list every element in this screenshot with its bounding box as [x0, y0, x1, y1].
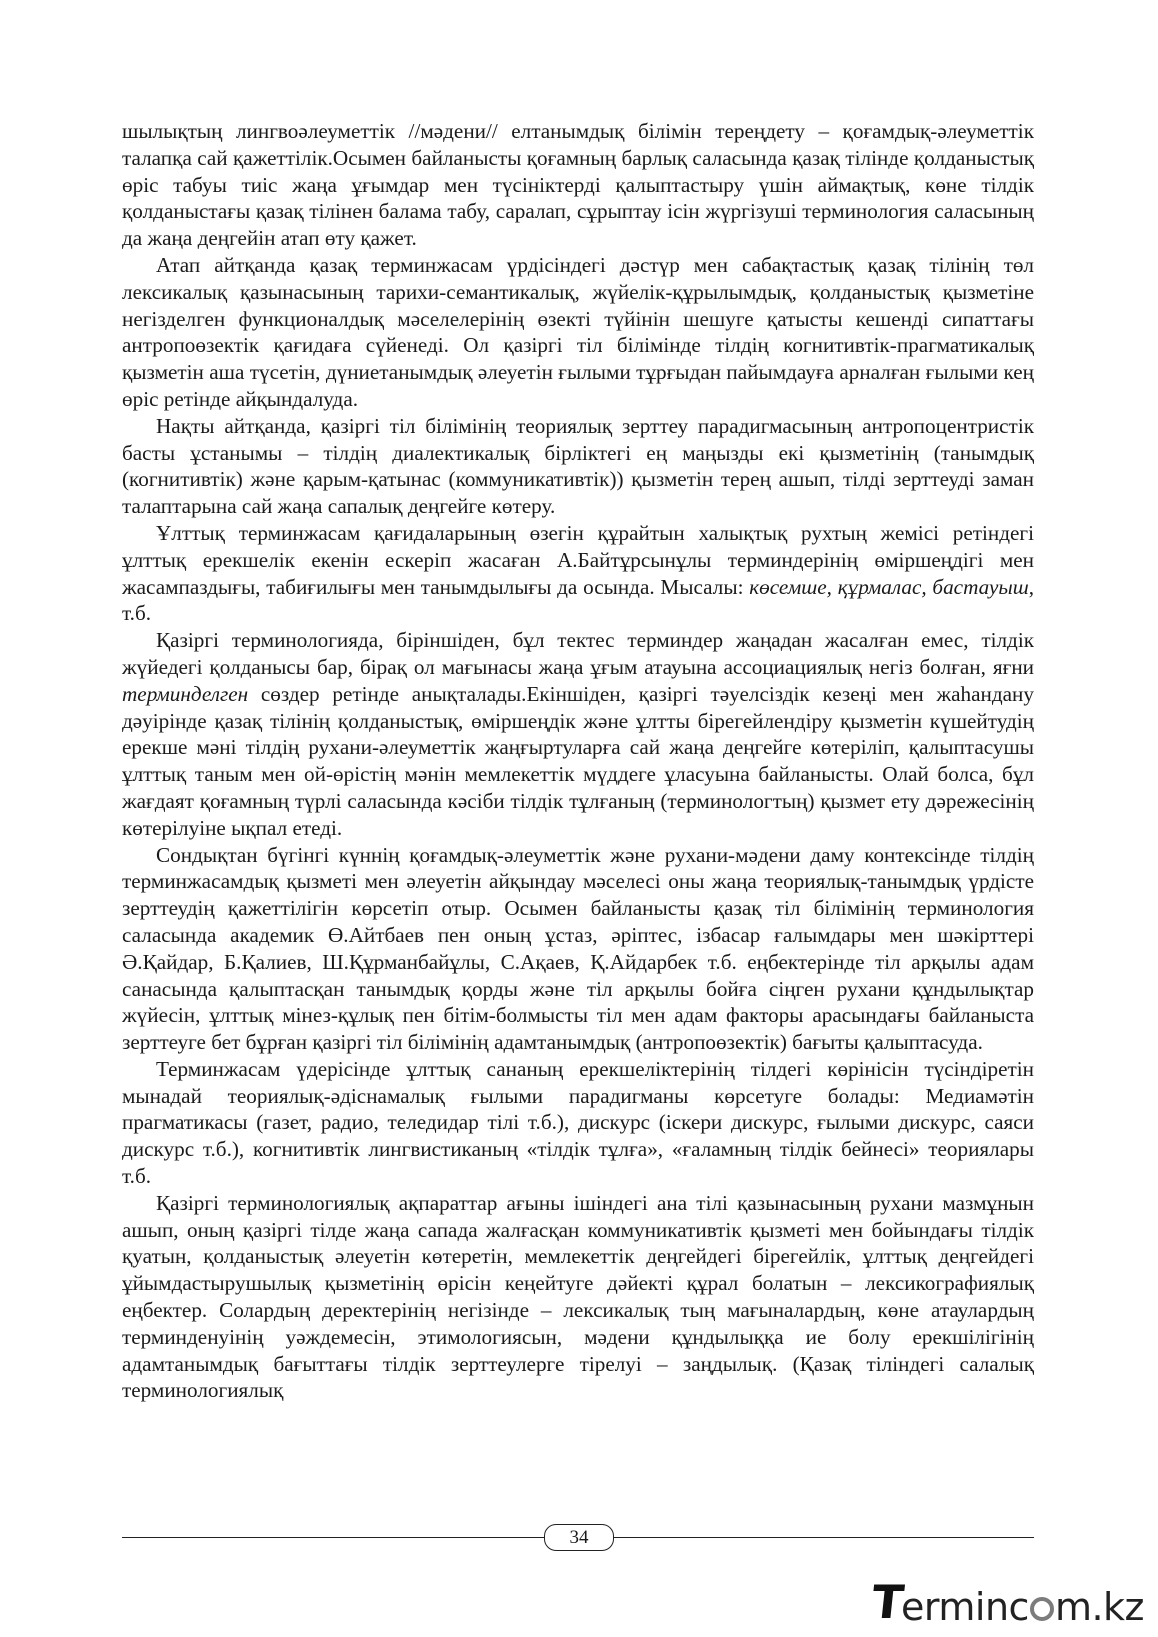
watermark-text-b: m.kz — [1054, 1585, 1144, 1629]
paragraph-1: шылықтың лингвоәлеуметтік //мәдени// елтанымдық білімін тереңдету – қоғамдық-әлеуметтік талапқа сай қажеттілік.Осымен байланысты қоғамның барлық саласында қазақ тілінде қолданыстық өріс табуы тиіс жаңа ұғымдар мен түсініктерді қалыптастыру үшін аймақтық, көне тілдік қолданыстағы қазақ тілінен балама табу, саралап, сұрыптау ісін жүргізуші терминология саласының да жаңа деңгейін атап өту қажет. — [122, 119, 1034, 251]
italic-term: терминделген — [122, 681, 249, 706]
paragraph-6: Сондықтан бүгінгі күннің қоғамдық-әлеуметтік және рухани-мәдени даму контексінде тілдің терминжасамдық қызметі мен әлеуетін айқындау мәселесі оны жаңа теориялық-танымдық үрдісте зерттеудің қажеттілігін көрсетіп отыр. Осымен байланысты қазақ тіл білімінің терминология саласында академик Ө.Айтбаев пен оның ұстаз, әріптес, ізбасар ғалымдары мен шәкірттері Ә.Қайдар, Б.Қалиев, Ш.Құрманбайұлы, С.Ақаев, Қ.Айдарбек т.б. еңбектерінде тіл арқылы адам санасында қалыптасқан танымдық қорды және тіл арқылы бойға сіңген рухани құндылықтар жүйесін, ұлттық мінез-құлық пен бітім-болмысты тіл мен адам факторы арасындағы байланыста зерттеуге бет бұрған қазіргі тіл білімінің адамтанымдық (антропоөзектік) бағыты қалыптасуда. — [122, 842, 1034, 1055]
paragraph-2: Атап айтқанда қазақ терминжасам үрдісіндегі дәстүр мен сабақтастық қазақ тілінің төл лексикалық қазынасының тарихи-семантикалық, жүйелік-құрылымдық, қолданыстық қызметіне негізделген функционалдық мәселелерінің өзекті түйінін шешуге қатысты кешенді сипаттағы антропоөзектік қағидаға сүйенеді. Ол қазіргі тіл білімінде тілдің когнитивтік-прагматикалық қызметін аша түсетін, дүниетанымдық әлеуетін ғылыми тұрғыдан пайымдауға арналған ғылыми кең өріс ретінде айқындалуда. — [122, 252, 1034, 411]
page-body — [122, 118, 1034, 1404]
page-footer — [122, 1524, 1034, 1552]
paragraph-3: Нақты айтқанда, қазіргі тіл білімінің теориялық зерттеу парадигмасының антропоцентристік басты ұстанымы – тілдің диалектикалық бірліктегі ең маңызды екі қызметінің (танымдық (когнитивтік) және қарым-қатынас (коммуникативтік)) қызметін терең ашып, тілді зерттеуді заман талаптарына сай жаңа сапалық деңгейге көтеру. — [122, 413, 1034, 519]
paragraph-4: Ұлттық терминжасам қағидаларының өзегін құрайтын халықтық рухтың жемісі ретіндегі ұлттық ерекшелік екенін ескеріп жасаған А.Байтұрсынұлы терминдерінің өміршеңдігі мен жасампаздығы, табиғилығы мен танымдылығы да осында. Мысалы: көсемше, құрмалас, бастауыш, т.б. — [122, 520, 1034, 626]
paragraph-8: Қазіргі терминологиялық ақпараттар ағыны ішіндегі ана тілі қазынасының рухани мазмұнын ашып, оның қазіргі тілде жаңа сапада жалғасқан коммуникативтік қызметі мен бойындағы тілдік қуатын, қолданыстық әлеуетін көтеретін, мемлекеттік деңгейдегі бірегейлік, ұлттық деңгейдегі ұйымдастырушылық қызметінің өрісін кеңейтуге дәйекті құрал болатын – лексикографиялық еңбектер. Солардың деректерінің негізінде – лексикалық тың мағыналардың, көне атаулардың терминденуінің уәждемесін, этимологиясын, мәдени құндылыққа ие болу ерекшілігінің адамтанымдық бағыттағы тілдік зерттеулерге тірелуі – заңдылық. (Қазақ тіліндегі салалық терминологиялық — [122, 1190, 1034, 1403]
watermark-letter: T — [869, 1575, 906, 1629]
watermark-text-a: erminc — [901, 1585, 1029, 1629]
italic-terms: көсемше, құрмалас, бастауыш — [749, 574, 1029, 599]
circle-icon — [1030, 1597, 1054, 1621]
watermark-logo — [869, 1575, 1144, 1629]
paragraph-5: Қазіргі терминологияда, біріншіден, бұл тектес терминдер жаңадан жасалған емес, тілдік жүйедегі қолданысы бар, бірақ ол мағынасы жаңа ұғым атауына ассоциациялық негіз болған, яғни терминделген сөздер ретінде анықталады.Екіншіден, қазіргі тәуелсіздік кезеңі мен жаһандану дәуірінде қазақ тілінің қолданыстық, өміршеңдік және ұлтты бірегейлендіру қызметін күшейтудің ерекше мәні тілдің рухaни-әлеуметтік жаңғыртуларға сай жаңа деңгейге көтеріліп, қалыптасушы ұлттық таным мен ой-өрістің мәнін мемлекеттік мүддеге ұласуына байланысты. Олай болса, бұл жағдаят қоғамның түрлі саласында кәсіби тілдік тұлғаның (терминологтың) қызмет ету дәрежесінің көтерілуіне ықпал етеді. — [122, 628, 1034, 840]
page-number: 34 — [544, 1524, 614, 1551]
paragraph-7: Терминжасам үдерісінде ұлттық сананың ерекшеліктерінің тілдегі көрінісін түсіндіретін мынадай теориялық-әдіснамалық ғылыми парадигманы көрсетуге болады: Медиамәтін прагматикасы (газет, радио, теледидар тілі т.б.), дискурс (іскери дискурс, ғылыми дискурс, саяси дискурс т.б.), когнитивтік лингвистиканың «тілдік тұлға», «ғаламның тілдік бейнесі» теориялары т.б. — [122, 1056, 1034, 1189]
